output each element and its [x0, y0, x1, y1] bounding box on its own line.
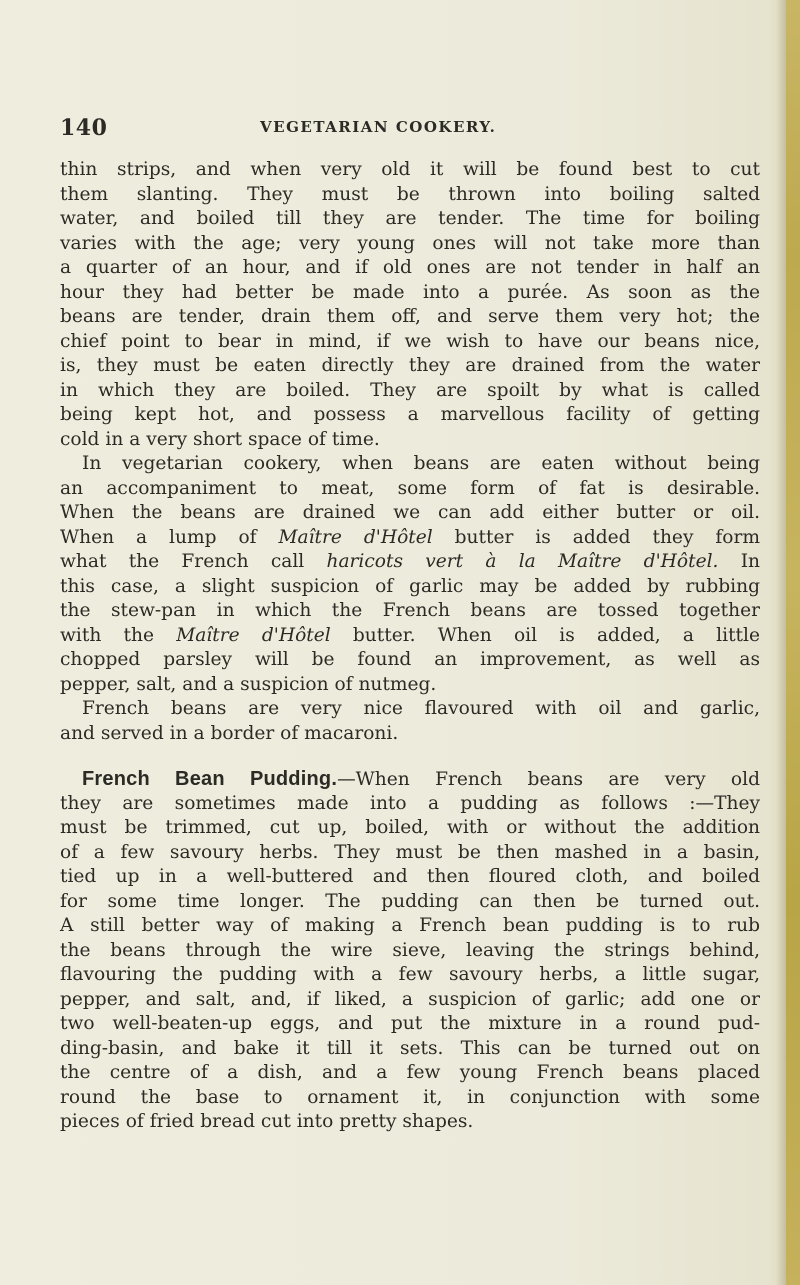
text-line	[60, 648, 760, 673]
text-line	[60, 354, 760, 379]
text-line	[60, 939, 760, 964]
text-line	[60, 452, 760, 477]
text-segment: must be trimmed, cut up, boiled, with or without the addition	[60, 817, 760, 838]
text-line	[60, 841, 760, 866]
text-segment: the beans through the wire sieve, leaving the strings behind,	[60, 939, 760, 961]
text-line	[60, 207, 760, 232]
running-head: VEGETARIAN COOKERY.	[260, 118, 497, 136]
text-line	[60, 767, 760, 792]
text-line	[60, 305, 760, 330]
page-edge	[786, 0, 800, 1285]
italic-phrase: haricots vert à la Maître d'Hôtel.	[326, 551, 719, 572]
text-segment: being kept hot, and possess a marvellous facility of getting	[60, 404, 760, 425]
paragraph-gap	[60, 746, 760, 767]
text-line	[60, 722, 760, 747]
text-segment: an accompaniment to meat, some form of fat is desirable.	[60, 477, 760, 499]
text-line	[60, 1086, 760, 1111]
text-line	[60, 1037, 760, 1062]
text-segment: for some time longer. The pudding can then be turned out.	[60, 890, 760, 912]
text-line	[60, 526, 760, 551]
text-line	[60, 501, 760, 526]
text-line	[60, 428, 760, 453]
text-line	[60, 599, 760, 624]
text-segment: water, and boiled till they are tender. The time for boiling	[60, 208, 760, 229]
text-line	[60, 1061, 760, 1086]
text-segment: what the French call	[60, 551, 327, 572]
page-gutter-shadow	[776, 0, 786, 1285]
text-segment: butter. When oil is added, a little	[330, 624, 760, 646]
text-segment: and served in a border of macaroni.	[60, 722, 399, 744]
body-text	[60, 158, 760, 1135]
text-line	[60, 256, 760, 281]
text-segment: hour they had better be made into a purée. As soon as the	[60, 281, 760, 303]
text-segment: with the	[60, 624, 177, 646]
text-line	[60, 575, 760, 600]
text-segment: a quarter of an hour, and if old ones are not tender in half an	[60, 257, 760, 278]
text-line	[60, 792, 760, 817]
text-segment: pieces of fried bread cut into pretty shapes.	[60, 1111, 474, 1132]
text-segment: the centre of a dish, and a few young French beans placed	[60, 1062, 760, 1083]
text-segment: them slanting. They must be thrown into boiling salted	[60, 183, 760, 205]
text-line	[60, 914, 760, 939]
text-line	[60, 477, 760, 502]
italic-phrase: Maître d'Hôtel	[176, 624, 331, 646]
text-segment: flavouring the pudding with a few savoury herbs, a little sugar,	[60, 964, 760, 985]
page-number: 140	[60, 115, 108, 141]
text-segment: chief point to bear in mind, if we wish to have our beans nice,	[60, 330, 760, 352]
text-segment: ding-basin, and bake it till it sets. This can be turned out on	[60, 1037, 760, 1059]
text-segment: pepper, and salt, and, if liked, a suspicion of garlic; add one or	[60, 988, 760, 1010]
text-segment: of a few savoury herbs. They must be then mashed in a basin,	[60, 841, 760, 863]
text-line	[60, 624, 760, 649]
text-line	[60, 963, 760, 988]
text-line	[60, 550, 760, 575]
text-segment: thin strips, and when very old it will be found best to cut	[60, 159, 760, 180]
text-segment: —When French beans are very old	[337, 769, 760, 790]
text-segment: A still better way of making a French bean pudding is to rub	[60, 915, 760, 936]
text-line	[60, 281, 760, 306]
text-segment: When a lump of	[60, 526, 279, 548]
text-segment: they are sometimes made into a pudding as follows :—They	[60, 792, 760, 814]
text-segment: is, they must be eaten directly they are drained from the water	[60, 355, 760, 376]
text-line	[60, 1110, 760, 1135]
section-heading: French Bean Pudding.	[82, 768, 338, 790]
text-line	[60, 379, 760, 404]
italic-phrase: Maître d'Hôtel	[278, 526, 433, 548]
text-line	[60, 697, 760, 722]
text-segment: in which they are boiled. They are spoilt by what is called	[60, 379, 760, 401]
text-segment: this case, a slight suspicion of garlic may be added by rubbing	[60, 575, 760, 597]
text-line	[60, 816, 760, 841]
text-line	[60, 865, 760, 890]
text-segment: butter is added they form	[432, 526, 760, 548]
text-segment: In vegetarian cookery, when beans are eaten without being	[82, 453, 760, 474]
text-segment: tied up in a well-buttered and then floured cloth, and boiled	[60, 866, 760, 887]
text-line	[60, 183, 760, 208]
text-segment: varies with the age; very young ones will not take more than	[60, 232, 760, 254]
text-line	[60, 988, 760, 1013]
text-line	[60, 158, 760, 183]
text-line	[60, 1012, 760, 1037]
text-segment: two well-beaten-up eggs, and put the mixture in a round pud-	[60, 1013, 760, 1034]
text-segment: cold in a very short space of time.	[60, 428, 380, 450]
text-segment: When the beans are drained we can add either butter or oil.	[60, 502, 760, 523]
text-segment: pepper, salt, and a suspicion of nutmeg.	[60, 673, 437, 695]
text-line	[60, 890, 760, 915]
text-segment: round the base to ornament it, in conjunction with some	[60, 1086, 760, 1108]
text-segment: beans are tender, drain them off, and serve them very hot; the	[60, 306, 760, 327]
text-line	[60, 403, 760, 428]
text-segment: the stew-pan in which the French beans are tossed together	[60, 600, 760, 621]
text-segment: In	[718, 551, 761, 572]
text-line	[60, 232, 760, 257]
text-line	[60, 673, 760, 698]
page-header	[60, 115, 760, 145]
text-segment: French beans are very nice flavoured with oil and garlic,	[82, 698, 760, 719]
text-segment: chopped parsley will be found an improvement, as well as	[60, 649, 760, 670]
text-line	[60, 330, 760, 355]
